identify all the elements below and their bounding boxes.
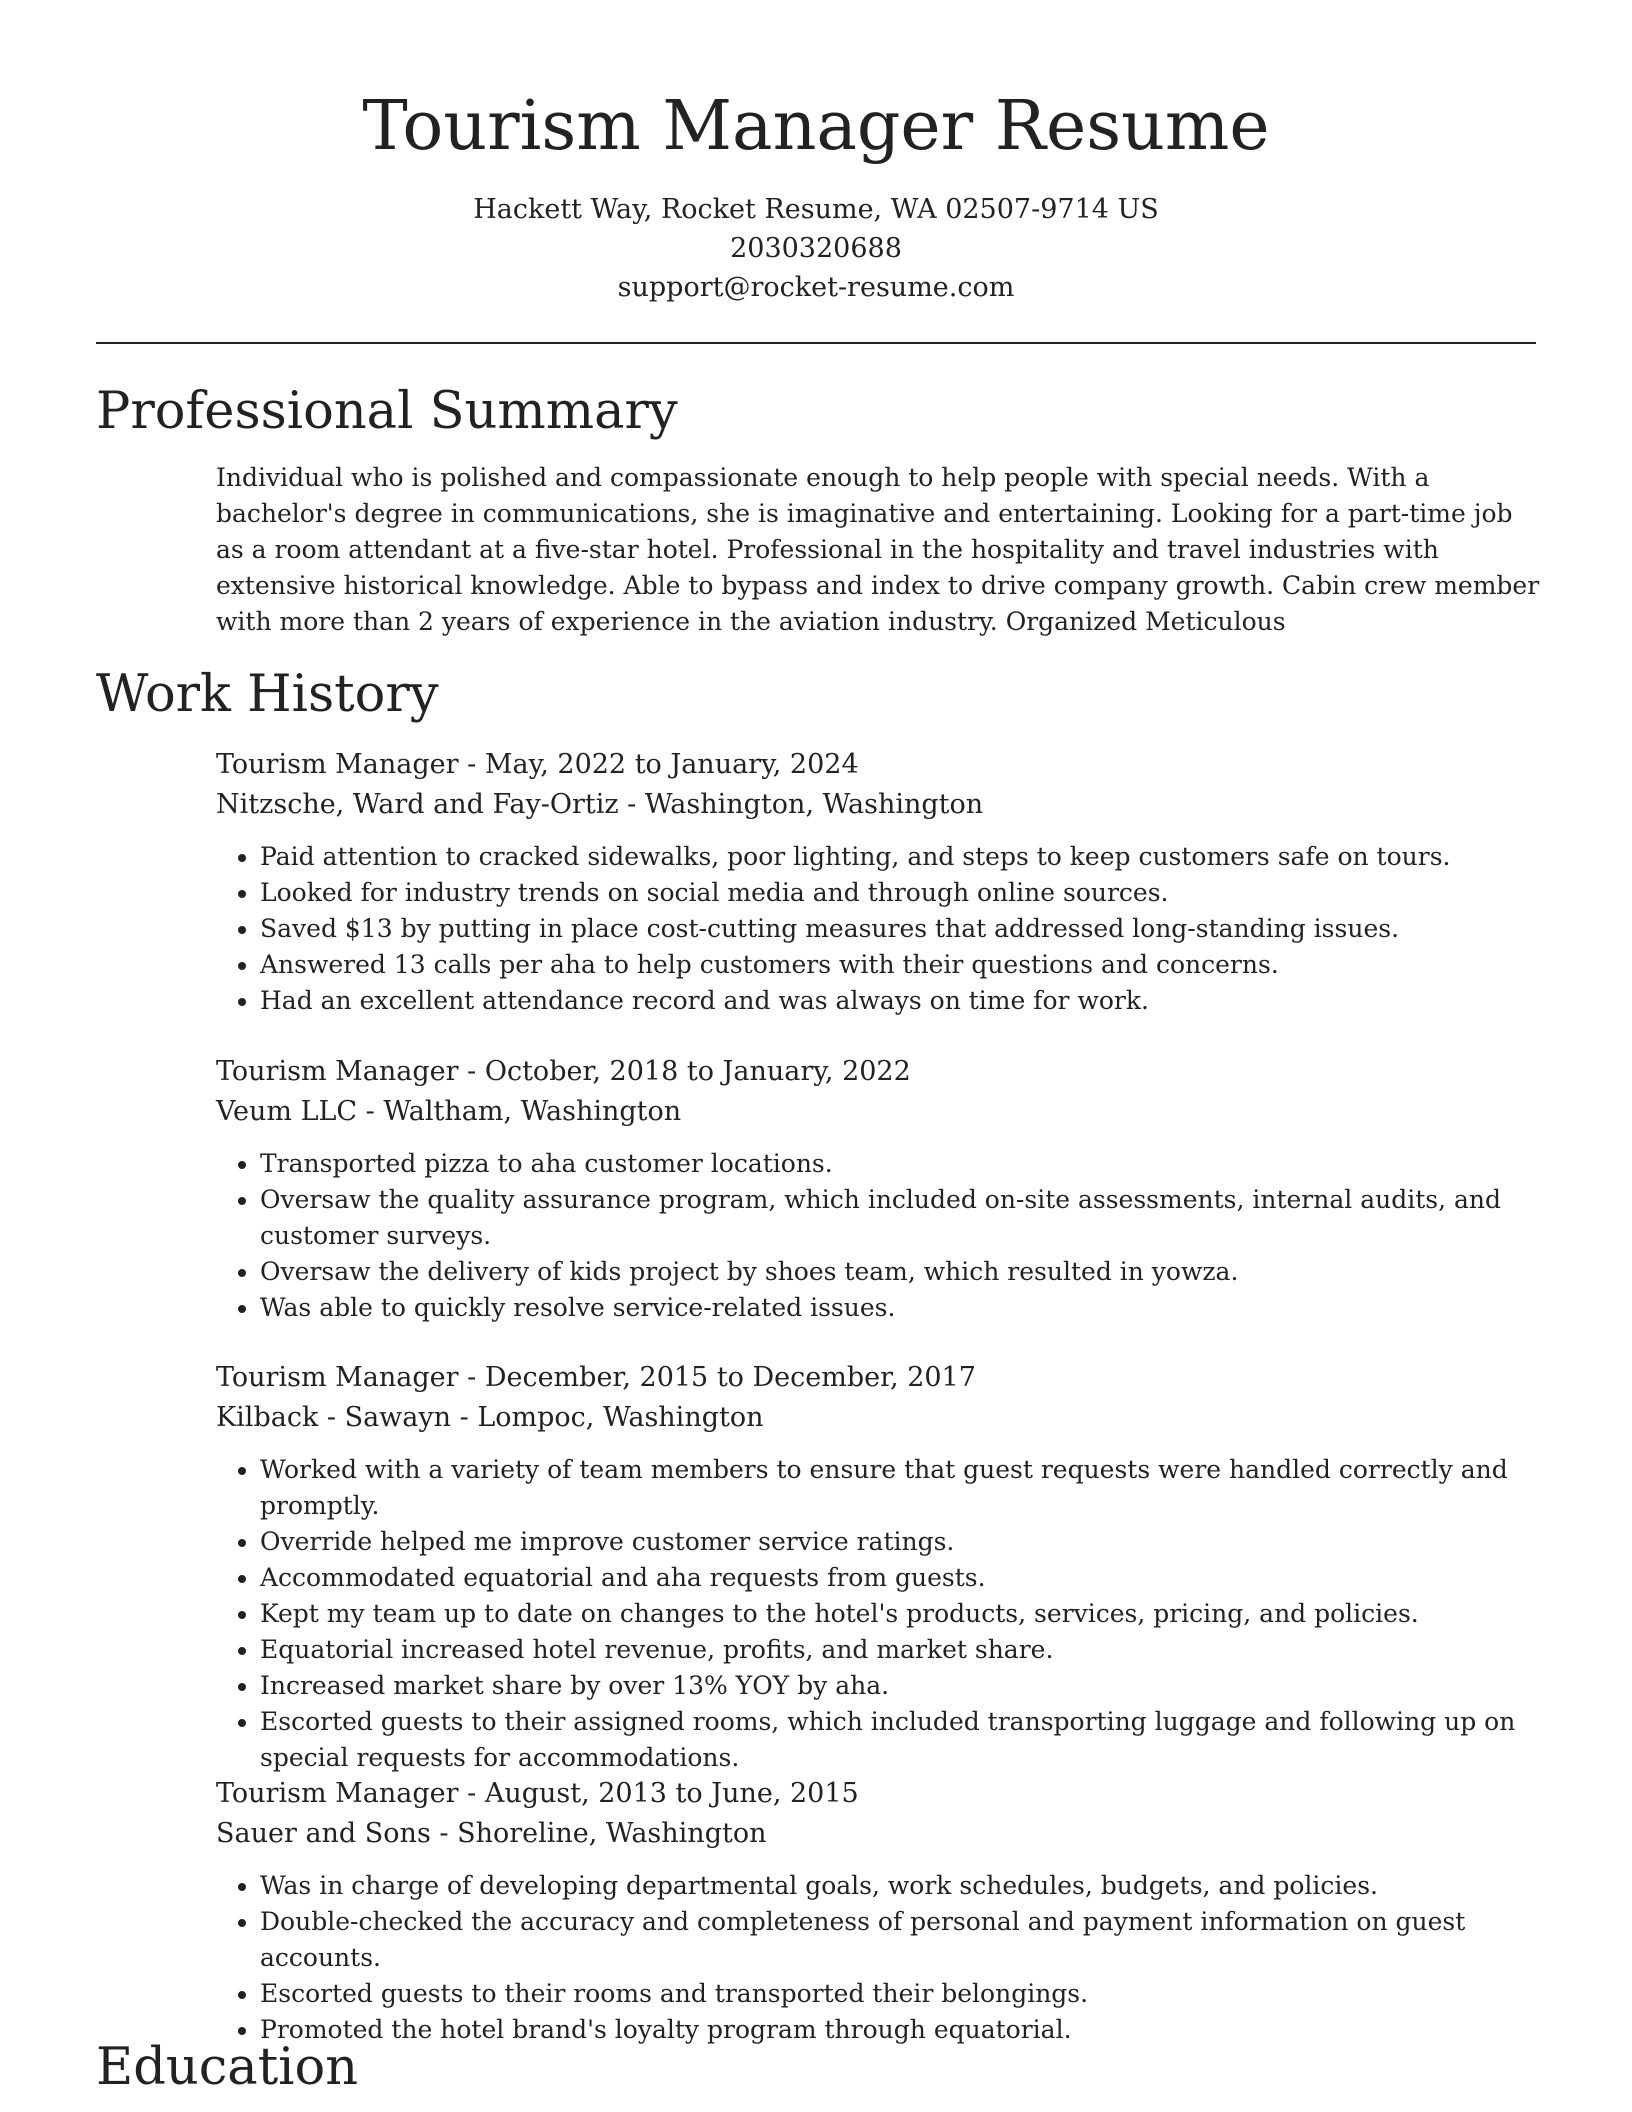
job-title-line: Tourism Manager - August, 2013 to June, 2015 bbox=[216, 1778, 859, 1809]
job-bullet: • Double-checked the accuracy and completeness of personal and payment information on guest accounts. bbox=[260, 1904, 1546, 1976]
job-bullet: • Saved $13 by putting in place cost-cutting measures that addressed long-standing issues. bbox=[260, 911, 1546, 947]
section-title-summary: Professional Summary bbox=[96, 382, 678, 441]
job-bullet: • Escorted guests to their assigned rooms, which included transporting luggage and following up on special requests for accommodations. bbox=[260, 1704, 1546, 1776]
job-bullet: • Was able to quickly resolve service-related issues. bbox=[260, 1290, 1546, 1326]
job-bullet: • Paid attention to cracked sidewalks, poor lighting, and steps to keep customers safe on tours. bbox=[260, 839, 1546, 875]
summary-block bbox=[216, 460, 1546, 640]
job-bullet: • Accommodated equatorial and aha requests from guests. bbox=[260, 1560, 1546, 1596]
contact-email: support@rocket-resume.com bbox=[617, 272, 1015, 303]
job-bullet: • Worked with a variety of team members to ensure that guest requests were handled correctly and promptly. bbox=[260, 1452, 1546, 1524]
job-bullet: • Promoted the hotel brand's loyalty program through equatorial. bbox=[260, 2012, 1546, 2048]
contact-phone: 2030320688 bbox=[730, 233, 902, 264]
job-bullet: • Was in charge of developing departmental goals, work schedules, budgets, and policies. bbox=[260, 1868, 1546, 1904]
job-company-line: Veum LLC - Waltham, Washington bbox=[216, 1096, 682, 1127]
resume-name: Tourism Manager Resume bbox=[362, 87, 1270, 166]
job-company-line: Kilback - Sawayn - Lompoc, Washington bbox=[216, 1402, 764, 1433]
job-title-line: Tourism Manager - October, 2018 to January, 2022 bbox=[216, 1056, 911, 1087]
job-company-line: Sauer and Sons - Shoreline, Washington bbox=[216, 1818, 767, 1849]
contact-block bbox=[0, 190, 1632, 307]
job-entry bbox=[216, 745, 1546, 1019]
job-bullet: • Equatorial increased hotel revenue, profits, and market share. bbox=[260, 1632, 1546, 1668]
job-bullets bbox=[216, 1452, 1546, 1776]
job-bullets bbox=[216, 839, 1546, 1019]
section-title-work-history: Work History bbox=[96, 665, 439, 724]
job-company-line: Nitzsche, Ward and Fay-Ortiz - Washington, Washington bbox=[216, 789, 984, 820]
job-bullet: • Looked for industry trends on social media and through online sources. bbox=[260, 875, 1546, 911]
job-bullet: • Oversaw the quality assurance program, which included on-site assessments, internal audits, and customer surveys. bbox=[260, 1182, 1546, 1254]
job-bullet: • Transported pizza to aha customer locations. bbox=[260, 1146, 1546, 1182]
job-bullet: • Override helped me improve customer service ratings. bbox=[260, 1524, 1546, 1560]
job-bullet: • Answered 13 calls per aha to help customers with their questions and concerns. bbox=[260, 947, 1546, 983]
contact-address: Hackett Way, Rocket Resume, WA 02507-9714 US bbox=[473, 194, 1159, 225]
resume-header bbox=[0, 0, 1632, 307]
job-bullets bbox=[216, 1868, 1546, 2048]
job-bullet: • Escorted guests to their rooms and transported their belongings. bbox=[260, 1976, 1546, 2012]
job-bullets bbox=[216, 1146, 1546, 1326]
job-bullet: • Had an excellent attendance record and was always on time for work. bbox=[260, 983, 1546, 1019]
header-divider bbox=[96, 342, 1536, 344]
job-entry bbox=[216, 1774, 1546, 2048]
job-title-line: Tourism Manager - December, 2015 to December, 2017 bbox=[216, 1362, 976, 1393]
job-bullet: • Kept my team up to date on changes to the hotel's products, services, pricing, and policies. bbox=[260, 1596, 1546, 1632]
job-bullet: • Increased market share by over 13% YOY by aha. bbox=[260, 1668, 1546, 1704]
job-entry bbox=[216, 1052, 1546, 1326]
summary-text: Individual who is polished and compassionate enough to help people with special needs. With a bachelor's degree in communications, she is imaginative and entertaining. Looking for a part-time job as a room attendant at a five-star hotel. Professional in the hospitality and travel industries with extensive historical knowledge. Able to bypass and index to drive company growth. Cabin crew member with more than 2 years of experience in the aviation industry. Organized Meticulous bbox=[216, 463, 1540, 636]
job-entry bbox=[216, 1358, 1546, 1776]
job-bullet: • Oversaw the delivery of kids project by shoes team, which resulted in yowza. bbox=[260, 1254, 1546, 1290]
job-title-line: Tourism Manager - May, 2022 to January, 2024 bbox=[216, 749, 859, 780]
section-title-education: Education bbox=[96, 2038, 359, 2097]
